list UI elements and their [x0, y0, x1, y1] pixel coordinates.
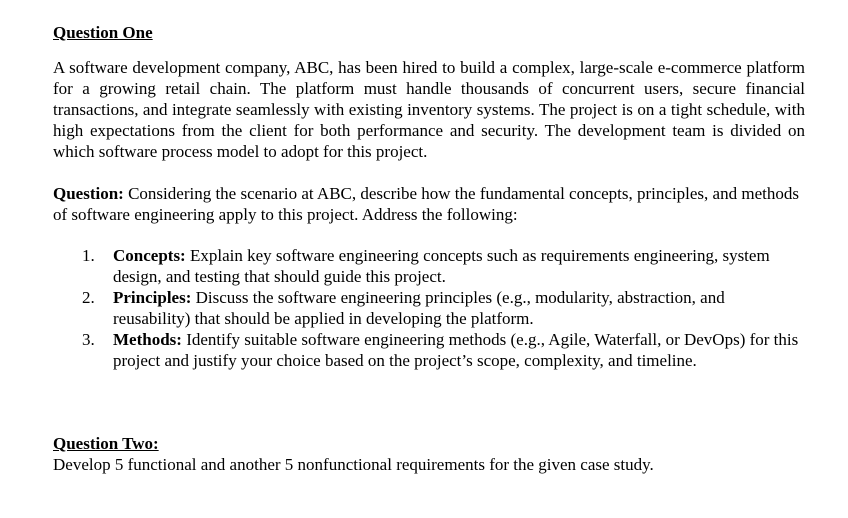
question-two-text: Develop 5 functional and another 5 nonfunctional requirements for the given case study. [53, 455, 654, 474]
task-list [53, 245, 805, 371]
scenario-paragraph: A software development company, ABC, has been hired to build a complex, large-scale e-commerce platform for a growing retail chain. The platform must handle thousands of concurrent users, secure financial transactions, and integrate seamlessly with existing inventory systems. The project is on a tight schedule, with high expectations from the client for both performance and security. The development team is divided on which software process model to adopt for this project. [53, 58, 805, 161]
task-text: Identify suitable software engineering methods (e.g., Agile, Waterfall, or DevOps) for this project and justify your choice based on the project’s scope, complexity, and timeline. [113, 330, 799, 370]
task-text: Explain key software engineering concepts such as requirements engineering, system design, and testing that should guide this project. [113, 246, 770, 286]
task-lead: Methods: [113, 330, 182, 349]
task-text: Discuss the software engineering principles (e.g., modularity, abstraction, and reusability) that should be applied in developing the platform. [113, 288, 725, 328]
task-number: 1. [82, 246, 95, 265]
question-prompt-label: Question: [53, 184, 124, 203]
task-number: 3. [82, 330, 95, 349]
task-lead: Principles: [113, 288, 192, 307]
question-prompt [53, 183, 805, 225]
question-two-heading: Question Two: [53, 434, 159, 453]
task-item-principles [53, 287, 805, 329]
document-page [53, 22, 805, 475]
task-item-concepts [53, 245, 805, 287]
question-one-heading: Question One [53, 23, 153, 42]
question-prompt-text: Considering the scenario at ABC, describe how the fundamental concepts, principles, and methods of software engineering apply to this project. Address the following: [53, 184, 799, 224]
task-number: 2. [82, 288, 95, 307]
task-lead: Concepts: [113, 246, 186, 265]
task-item-methods [53, 329, 805, 371]
